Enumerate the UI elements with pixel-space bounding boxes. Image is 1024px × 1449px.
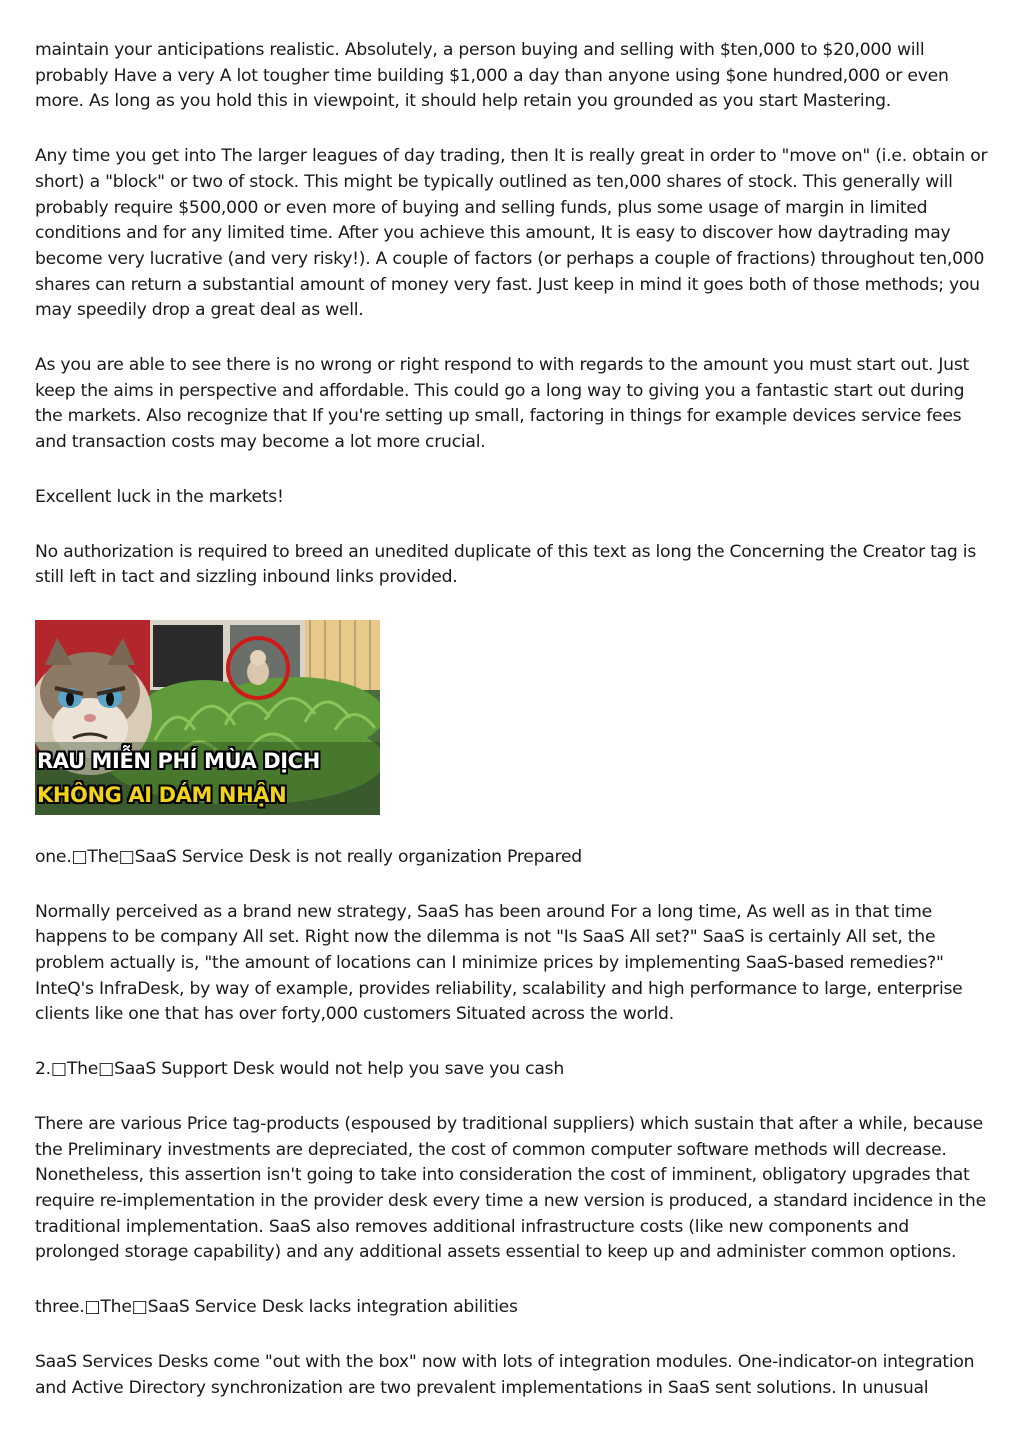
paragraph: There are various Price tag-products (espoused by traditional suppliers) which sustain that after a while, because the Preliminary investments are depreciated, the cost of common computer software methods will decrease. Nonetheless, this assertion isn't going to take into consideration the cost of imminent, obligatory upgrades that require re-implementation in the provider desk every time a new version is produced, a standard incidence in the traditional implementation. SaaS also removes additional infrastructure costs (like new components and prolonged storage capability) and any additional assets essential to keep up and administer common options. — [35, 1113, 986, 1263]
paragraph: Normally perceived as a brand new strategy, SaaS has been around For a long time, As well as in that time happens to be company All set. Right now the dilemma is not "Is SaaS All set?" SaaS is certainly All set, the problem actually is, "the amount of locations can I minimize prices by implementing SaaS-based remedies?" InteQ's InfraDesk, by way of example, provides reliability, scalability and high performance to large, enterprise clients like one that has over forty,000 customers Situated across the world. — [35, 901, 963, 1025]
paragraph: No authorization is required to breed an unedited duplicate of this text as long the Concerning the Creator tag is still left in tact and sizzling inbound links provided. — [35, 541, 977, 588]
thumbnail-caption-line-2: KHÔNG AI DÁM NHẬN — [37, 782, 287, 807]
section-heading: 2.□The□SaaS Support Desk would not help you save you cash — [35, 1059, 564, 1080]
section-heading: three.□The□SaaS Service Desk lacks integration abilities — [35, 1297, 518, 1318]
paragraph: maintain your anticipations realistic. Absolutely, a person buying and selling with $ten,000 to $20,000 will probably Have a very A lot tougher time building $1,000 a day than anyone using $one hundred,000 or even more. As long as you hold this in viewpoint, it should help retain you grounded as you start Mastering. — [35, 40, 949, 112]
paragraph: SaaS Services Desks come "out with the box" now with lots of integration modules. One-indicator-on integration and Active Directory synchronization are two prevalent implementations in SaaS sent solutions. In unusual — [35, 1351, 975, 1398]
section-heading: one.□The□SaaS Service Desk is not really organization Prepared — [35, 846, 582, 867]
paragraph: Any time you get into The larger leagues of day trading, then It is really great in order to "move on" (i.e. obtain or short) a "block" or two of stock. This might be typically outlined as ten,000 shares of stock. This generally will probably require $500,000 or even more of buying and selling funds, plus some usage of margin in limited conditions and for any limited time. After you achieve this amount, It is easy to discover how daytrading may become very lucrative (and very risky!). A couple of factors (or perhaps a couple of fractions) throughout ten,000 shares can return a substantial amount of money very fast. Just keep in mind it goes both of those methods; you may speedily drop a great deal as well. — [35, 146, 988, 321]
thumbnail-caption-line-1: RAU MIỄN PHÍ MÙA DỊCH — [37, 748, 320, 773]
document-body — [35, 38, 995, 1430]
article-thumbnail-image — [35, 620, 380, 815]
paragraph: As you are able to see there is no wrong or right respond to with regards to the amount you must start out. Just keep the aims in perspective and affordable. This could go a long way to giving you a fantastic start out during the markets. Also recognize that If you're setting up small, factoring in things for example devices service fees and transaction costs may become a lot more crucial. — [35, 355, 970, 453]
paragraph: Excellent luck in the markets! — [35, 486, 284, 507]
